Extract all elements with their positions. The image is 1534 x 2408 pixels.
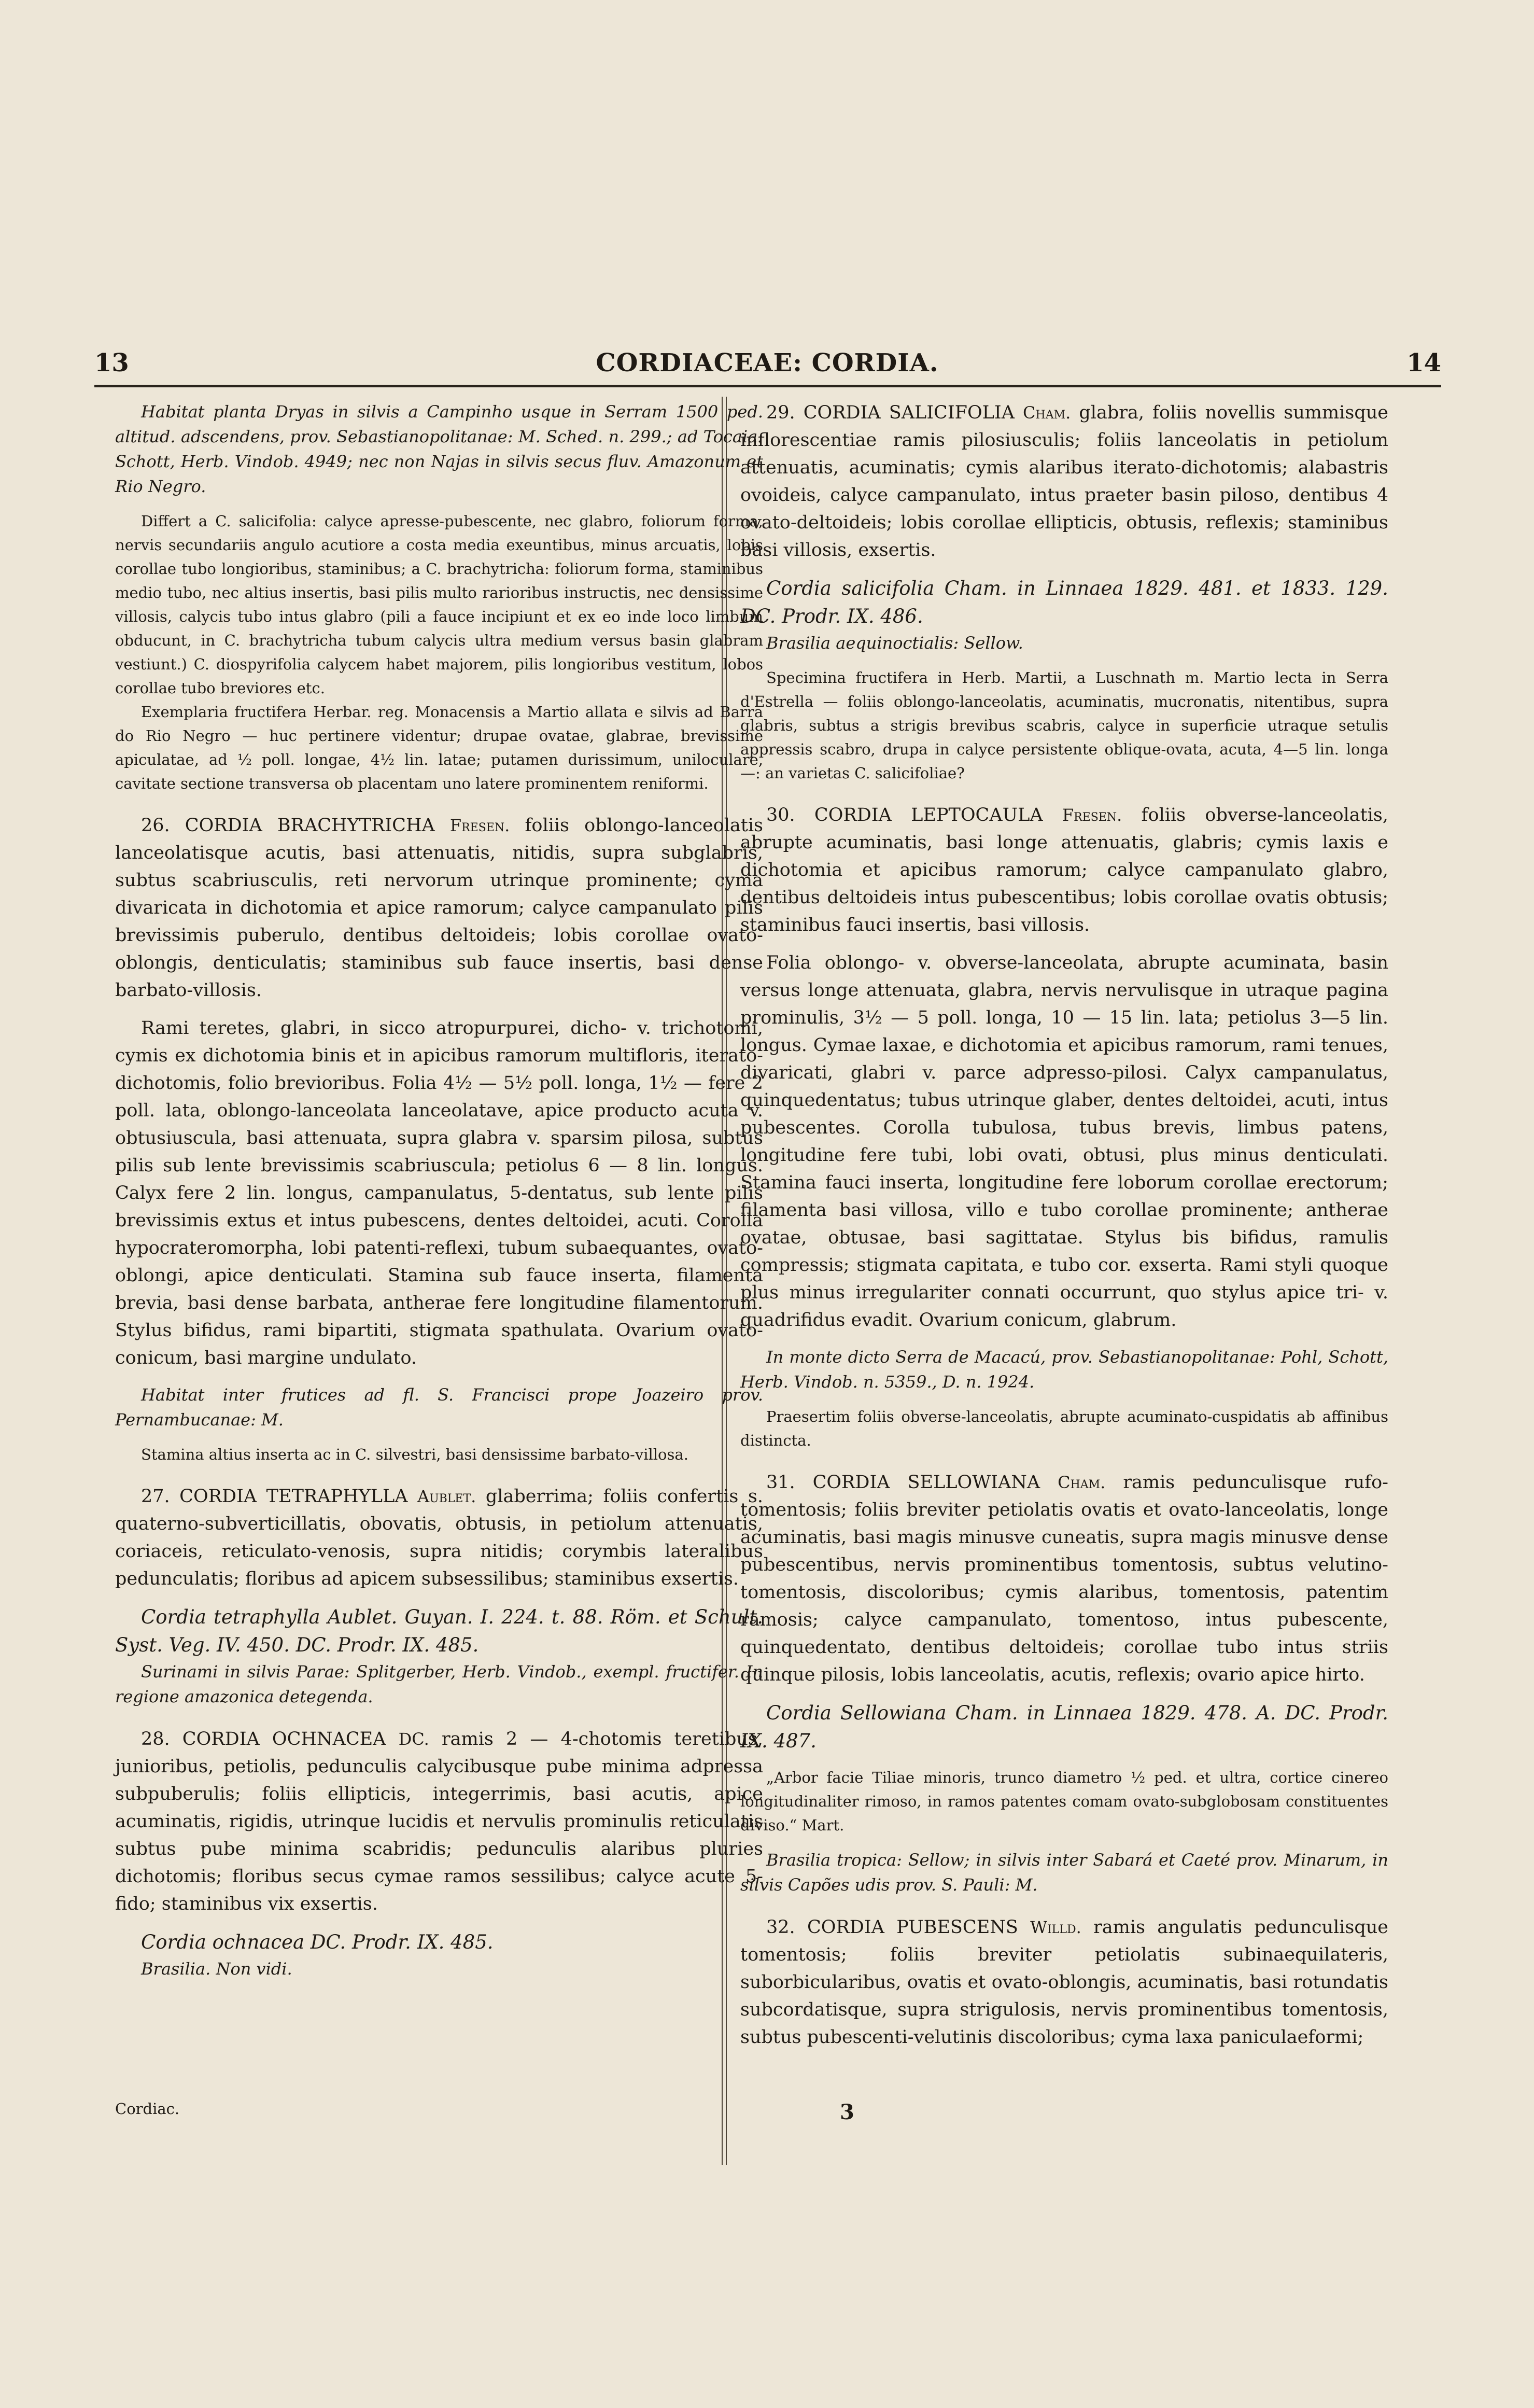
species-29-habitat: Brasilia aequinoctialis: Sellow. [766,633,1023,653]
species-30-diagnosis: foliis obverse-lanceolatis, abrupte acuminatis, basi longe attenuatis, glabris; cymis laxis e dichotomia et apicibus ramorum; calyce campanulato glabro, dentibus deltoideis intus pubescentibus; lobis corollae ovatis obtusis; staminibus fauci insertis, basi villosis. [740,805,1388,935]
species-31-quote: „Arbor facie Tiliae minoris, trunco diametro ½ ped. et ultra, cortice cinereo longitudinaliter rimoso, in ramos patentes comam ovato-subglobosam constituentes diviso.“ Mart. [740,1769,1388,1834]
species-32-diagnosis: ramis angulatis pedunculisque tomentosis; foliis breviter petiolatis subinaequilateris, suborbicularibus, ovatis et ovato-oblongis, acuminatis, basi rotundatis subcordatisque, supra strigulosis, nervis prominentibus tomentosis, subtus pubescenti-velutinis discoloribus; cyma laxa paniculaeformi; [740,1917,1388,2048]
species-31-reference: Cordia Sellowiana Cham. in Linnaea 1829. 478. A. DC. Prodr. IX. 487. [740,1702,1388,1752]
species-29-heading: 29. CORDIA SALICIFOLIA [766,402,1015,423]
species-27-diagnosis: glaberrima; foliis confertis s. quaterno-subverticillatis, obovatis, obtusis, in petiolum attenuatis, coriaceis, reticulato-venosis, supra nitidis; corymbis lateralibus pedunculatis; floribus ad apicem subsessilibus; staminibus exsertis. [115,1486,763,1589]
species-27-reference: Cordia tetraphylla Aublet. Guyan. I. 224. t. 88. Röm. et Schult. Syst. Veg. IV. 450. DC. Prodr. IX. 485. [115,1606,763,1656]
running-title: CORDIACEAE: CORDIA. [596,348,939,377]
species-30-heading: 30. CORDIA LEPTOCAULA [766,805,1043,825]
footer-catchword: Cordiac. [115,2100,180,2118]
species-26 [115,812,763,1004]
species-27-habitat: Surinami in silvis Parae: Splitgerber, Herb. Vindob., exempl. fructifer. In regione amazonica detegenda. [115,1662,763,1706]
differt-paragraph: Differt a C. salicifolia: calyce apresse-pubescente, nec glabro, foliorum forma, nervis secundariis angulo acutiore a costa media exeuntibus, minus arcuatis, lobis corollae tubo longioribus, staminibus; a C. brachytricha: foliorum forma, staminibus medio tubo, nec altius insertis, basi pilis multo rarioribus instructis, nec densissime villosis, calycis tubo intus glabro (pili a fauce incipiunt et ex eo inde loco limbum obducunt, in C. brachytricha tubum calycis ultra medium versus basin glabram vestiunt.) C. diospyrifolia calycem habet majorem, pilis longioribus vestitum, lobos corollae tubo breviores etc. [115,512,763,697]
species-31-heading: 31. CORDIA SELLOWIANA [766,1472,1040,1493]
species-26-diagnosis: foliis oblongo-lanceolatis lanceolatisque acutis, basi attenuatis, nitidis, supra subglabris, subtus scabriusculis, reti nervorum utrinque prominente; cyma divaricata in dichotomia et apice ramorum; calyce campanulato pilis brevissimis puberulo, dentibus deltoideis; lobis corollae ovato-oblongis, denticulatis; staminibus sub fauce insertis, basi dense barbato-villosis. [115,815,763,1001]
species-30-description: Folia oblongo- v. obverse-lanceolata, abrupte acuminata, basin versus longe attenuata, glabra, nervis nervulisque in utraque pagina prominulis, 3½ — 5 poll. longa, 10 — 15 lin. lata; petiolus 3—5 lin. longus. Cymae laxae, e dichotomia et apicibus ramorum, rami tenues, divaricati, glabri v. parce adpresso-pilosi. Calyx campanulatus, quinquedentatus; tubus utrinque glaber, dentes deltoidei, acuti, intus pubescentes. Corolla tubulosa, tubus brevis, limbus patens, longitudine fere tubi, lobi ovati, obtusi, plus minus denticulati. Stamina fauci inserta, longitudine fere loborum corollae erectorum; filamenta basi villosa, villo e tubo corollae prominente; antherae ovatae, obtusae, basi sagittatae. Stylus bis bifidus, ramulis compressis; stigmata capitata, e tubo cor. exserta. Rami styli quoque plus minus irregulariter connati occurrunt, quo stylus apice tri- v. quadrifidus evadit. Ovarium conicum, glabrum. [740,953,1388,1331]
species-28-diagnosis: ramis 2 — 4-chotomis teretibus, junioribus, petiolis, pedunculis calycibusque pube minima adpressa subpuberulis; foliis ellipticis, integerrimis, basi acutis, apice acuminatis, rigidis, utrinque lucidis et nervulis prominulis reticulatis subtus pube minima scabridis; pedunculis alaribus pluries dichotomis; floribus secus cymae ramos sessilibus; calyce acute 5-fido; staminibus vix exsertis. [115,1729,763,1914]
species-30-author: Fresen. [1062,805,1122,825]
species-31-author: Cham. [1058,1473,1106,1492]
exemplaria-paragraph: Exemplaria fructifera Herbar. reg. Monacensis a Martio allata e silvis ad Barra do Rio Negro — huc pertinere videntur; drupae ovatae, glabrae, brevissime apiculatae, ad ½ poll. longae, 4½ lin. latae; putamen durissimum, uniloculare, cavitate sectione transversa ob placentam uno latere prominentem reniformi. [115,703,763,792]
species-28-heading: 28. CORDIA OCHNACEA [141,1729,386,1749]
species-28-habitat: Brasilia. Non vidi. [141,1959,292,1979]
species-32-author: Willd. [1030,1917,1081,1937]
species-29 [740,399,1388,564]
species-30-note: Praesertim foliis obverse-lanceolatis, abrupte acuminato-cuspidatis ab affinibus distincta. [740,1408,1388,1449]
species-30-habitat: In monte dicto Serra de Macacú, prov. Sebastianopolitanae: Pohl, Schott, Herb. Vindob. n. 5359., D. n. 1924. [740,1347,1388,1392]
species-29-author: Cham. [1023,403,1071,423]
species-26-heading: 26. CORDIA BRACHYTRICHA [141,815,435,836]
species-26-habitat: Habitat inter frutices ad fl. S. Francisci prope Joazeiro prov. Pernambucanae: M. [115,1385,763,1430]
species-27-heading: 27. CORDIA TETRAPHYLLA [141,1486,408,1507]
right-column [740,399,1388,2051]
species-26-author: Fresen. [449,816,510,835]
header-rule [94,385,1441,387]
species-28-reference: Cordia ochnacea DC. Prodr. IX. 485. [141,1931,494,1953]
page-number-right: 14 [1406,348,1441,377]
signature-mark: 3 [840,2100,854,2124]
species-29-note: Specimina fructifera in Herb. Martii, a Luschnath m. Martio lecta in Serra d'Estrella — foliis oblongo-lanceolatis, acuminatis, mucronatis, nitentibus, supra glabris, subtus a strigis brevibus scabris, calyce in superficie utraque setulis appressis scabro, drupa in calyce persistente oblique-ovata, acuta, 4—5 lin. longa —: an varietas C. salicifoliae? [740,669,1388,782]
species-26-note: Stamina altius inserta ac in C. silvestri, basi densissime barbato-villosa. [141,1446,688,1463]
species-30 [740,802,1388,939]
species-32-heading: 32. CORDIA PUBESCENS [766,1917,1018,1938]
habitat-paragraph: Habitat planta Dryas in silvis a Campinho usque in Serram 1500 ped. altitud. adscendens, prov. Sebastianopolitanae: M. Sched. n. 299.; ad Tocaia: Schott, Herb. Vindob. 4949; nec non Najas in silvis secus fluv. Amazonum et Rio Negro. [115,402,763,496]
species-26-description: Rami teretes, glabri, in sicco atropurpurei, dicho- v. trichotomi, cymis ex dichotomia binis et in apicibus ramorum multifloris, iterato-dichotomis, folio brevioribus. Folia 4½ — 5½ poll. longa, 1½ — fere 2 poll. lata, oblongo-lanceolata lanceolatave, apice producto acuta v. obtusiuscula, basi attenuata, supra glabra v. sparsim pilosa, subtus pilis sub lente brevissimis scabriuscula; petiolus 6 — 8 lin. longus. Calyx fere 2 lin. longus, campanulatus, 5-dentatus, sub lente pilis brevissimis extus et intus pubescens, dentes deltoidei, acuti. Corolla hypocrateromorpha, lobi patenti-reflexi, tubum subaequantes, ovato-oblongi, apice denticulati. Stamina sub fauce inserta, filamenta brevia, basi dense barbata, antherae fere longitudine filamentorum. Stylus bifidus, rami bipartiti, stigmata spathulata. Ovarium ovato-conicum, basi margine undulato. [115,1018,763,1368]
left-column [115,399,763,1981]
species-27-author: Aublet. [417,1487,476,1506]
species-28-author: DC. [398,1729,429,1749]
species-31 [740,1469,1388,1689]
species-28 [115,1726,763,1918]
page-number-left: 13 [94,348,129,377]
species-31-diagnosis: ramis pedunculisque rufo-tomentosis; foliis breviter petiolatis ovatis et ovato-lanceolatis, longe acuminatis, basi magis minusve cuneatis, supra magis minusve dense pubescentibus, nervis prominentibus tomentosis, subtus velutino-tomentosis, discoloribus; cymis alaribus, tomentosis, patentim ramosis; calyce campanulato, tomentoso, intus pubescente, quinquedentato, dentibus deltoideis; corollae tubo intus striis quinque pilosis, lobis lanceolatis, acutis, reflexis; ovario apice hirto. [740,1472,1388,1685]
species-32 [740,1914,1388,2051]
species-29-reference: Cordia salicifolia Cham. in Linnaea 1829. 481. et 1833. 129. DC. Prodr. IX. 486. [740,577,1388,627]
species-31-habitat: Brasilia tropica: Sellow; in silvis inter Sabará et Caeté prov. Minarum, in silvis Capões udis prov. S. Pauli: M. [740,1850,1388,1895]
species-29-diagnosis: glabra, foliis novellis summisque inflorescentiae ramis pilosiusculis; foliis lanceolatis in petiolum attenuatis, acuminatis; cymis alaribus iterato-dichotomis; alabastris ovoideis, calyce campanulato, intus praeter basin piloso, dentibus 4 ovato-deltoideis; lobis corollae ellipticis, obtusis, reflexis; staminibus basi villosis, exsertis. [740,402,1388,561]
species-27 [115,1483,763,1593]
